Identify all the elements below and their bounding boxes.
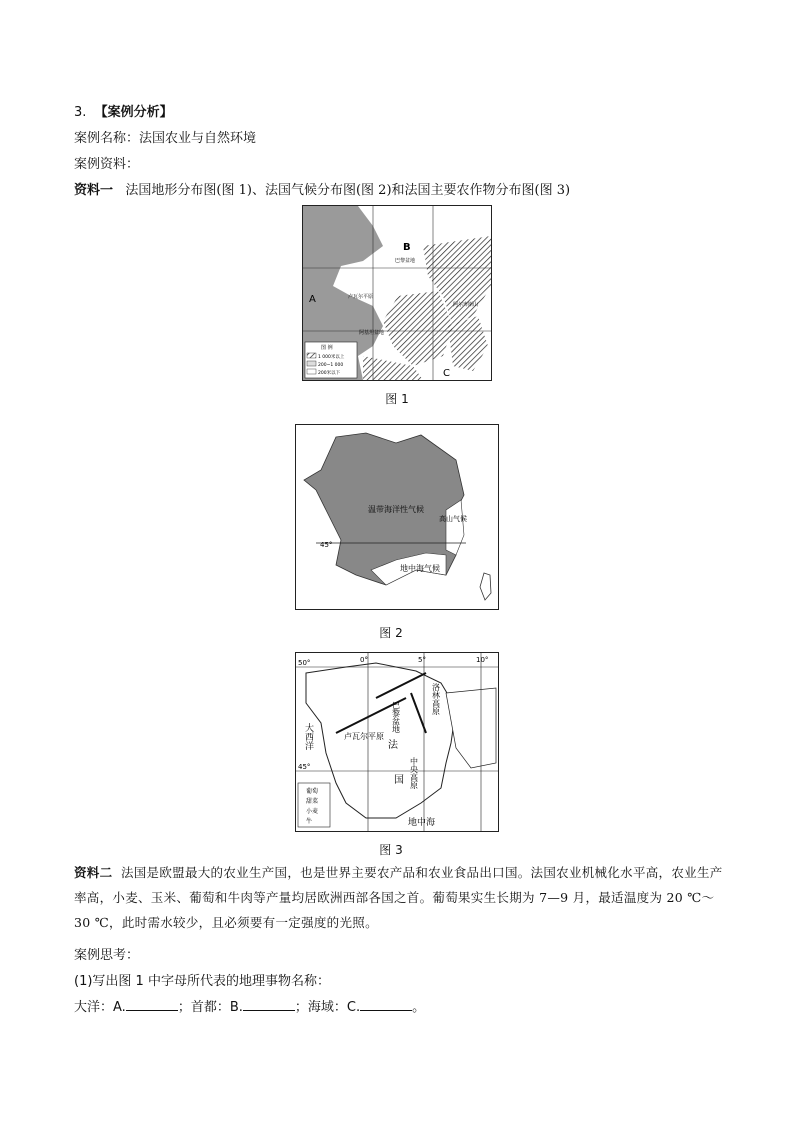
figure1-caption: 图 1: [385, 392, 409, 406]
material1-text: 法国地形分布图(图 1)、法国气候分布图(图 2)和法国主要农作物分布图(图 3): [125, 183, 571, 198]
fig1-label-aquitaine: 阿基坦盆地: [359, 330, 385, 336]
material2-text: 法国是欧盟最大的农业生产国，也是世界主要农产品和农业食品出口国。法国农业机械化水平高，农业生产率高，小麦、玉米、葡萄和牛肉等产量均居欧洲西部各国之首。葡萄果实生长期为 7—9 月，最适温度为 20 ℃～30 ℃，此时需水较少，且必须要有一定强度的光照。: [74, 865, 723, 930]
fig1-legend-title: 图 例: [321, 345, 333, 351]
material1-line: [74, 179, 570, 198]
question1-part-a: 大洋：A.: [74, 1000, 126, 1015]
fig2-label-45: 45°: [320, 541, 333, 549]
fig1-label-loire: 卢瓦尔平原: [348, 294, 374, 300]
question1-stem: (1)写出图 1 中字母所代表的地理事物名称：: [74, 974, 330, 989]
fig3-label-atlantic: 大西洋: [303, 723, 313, 750]
fig3-lat-45: 45°: [298, 763, 311, 771]
case-materials: 案例资料：: [74, 157, 140, 172]
figure3-crops-map: [295, 652, 499, 832]
fig2-label-mediterranean: 地中海气候: [400, 564, 440, 573]
fig3-label-guo: 国: [394, 775, 404, 786]
fig3-lon-0: 0°: [360, 656, 368, 664]
question1-answers: [74, 996, 425, 1015]
fig3-label-paris-basin: 巴黎盆地: [391, 701, 401, 733]
material1-label: 资料一: [74, 183, 114, 198]
question-number: 3.: [74, 105, 87, 120]
figure2-climate-map: [295, 424, 499, 610]
material2-label: 资料二: [74, 865, 113, 880]
case-name: 案例名称：法国农业与自然环境: [74, 131, 257, 146]
answer-blank-b[interactable]: [243, 998, 295, 1011]
fig1-letter-c: C: [443, 368, 450, 379]
fig1-letter-a: A: [309, 294, 316, 305]
fig3-label-lorraine: 洛林高原: [431, 683, 441, 715]
question1-part-c: ；海域：C.: [294, 1000, 361, 1015]
fig2-label-alpine: 高山气候: [439, 515, 467, 523]
figure3-caption: 图 3: [379, 843, 403, 857]
fig3-legend-grape: 葡萄: [306, 788, 319, 795]
material2-paragraph: [74, 860, 724, 935]
fig1-legend-item-2: 200~1 000: [318, 363, 344, 368]
section-title: 【案例分析】: [94, 105, 173, 120]
fig3-legend-cattle: 牛: [306, 818, 313, 825]
fig3-legend-beet: 甜菜: [306, 798, 319, 805]
fig3-label-mediterranean: 地中海: [408, 818, 436, 828]
answer-blank-c[interactable]: [360, 998, 412, 1011]
fig3-label-central: 中央高原: [409, 757, 419, 789]
fig3-lon-10: 10°: [476, 656, 489, 664]
fig1-legend-item-3: 200米以下: [318, 371, 341, 376]
fig1-letter-b: B: [403, 242, 411, 253]
fig3-label-fa: 法: [388, 740, 398, 751]
fig1-label-paris-basin: 巴黎盆地: [395, 258, 416, 264]
question1-end: 。: [412, 1000, 426, 1015]
fig3-legend-wheat: 小麦: [306, 808, 319, 815]
fig1-legend-item-1: 1 000米以上: [318, 355, 345, 360]
figure1-terrain-map: [302, 205, 492, 381]
figure2-caption: 图 2: [379, 626, 403, 640]
fig2-label-oceanic: 温带海洋性气候: [368, 505, 424, 514]
answer-blank-a[interactable]: [126, 998, 178, 1011]
question-header: [74, 101, 173, 120]
fig3-lat-50: 50°: [298, 659, 311, 667]
question1-part-b: ；首都：B.: [177, 1000, 243, 1015]
fig3-lon-5: 5°: [418, 656, 426, 664]
case-thinking: 案例思考：: [74, 948, 140, 963]
fig3-label-loire: 卢瓦尔平原: [344, 732, 384, 741]
fig1-label-alps: 阿尔卑斯山: [453, 302, 479, 308]
